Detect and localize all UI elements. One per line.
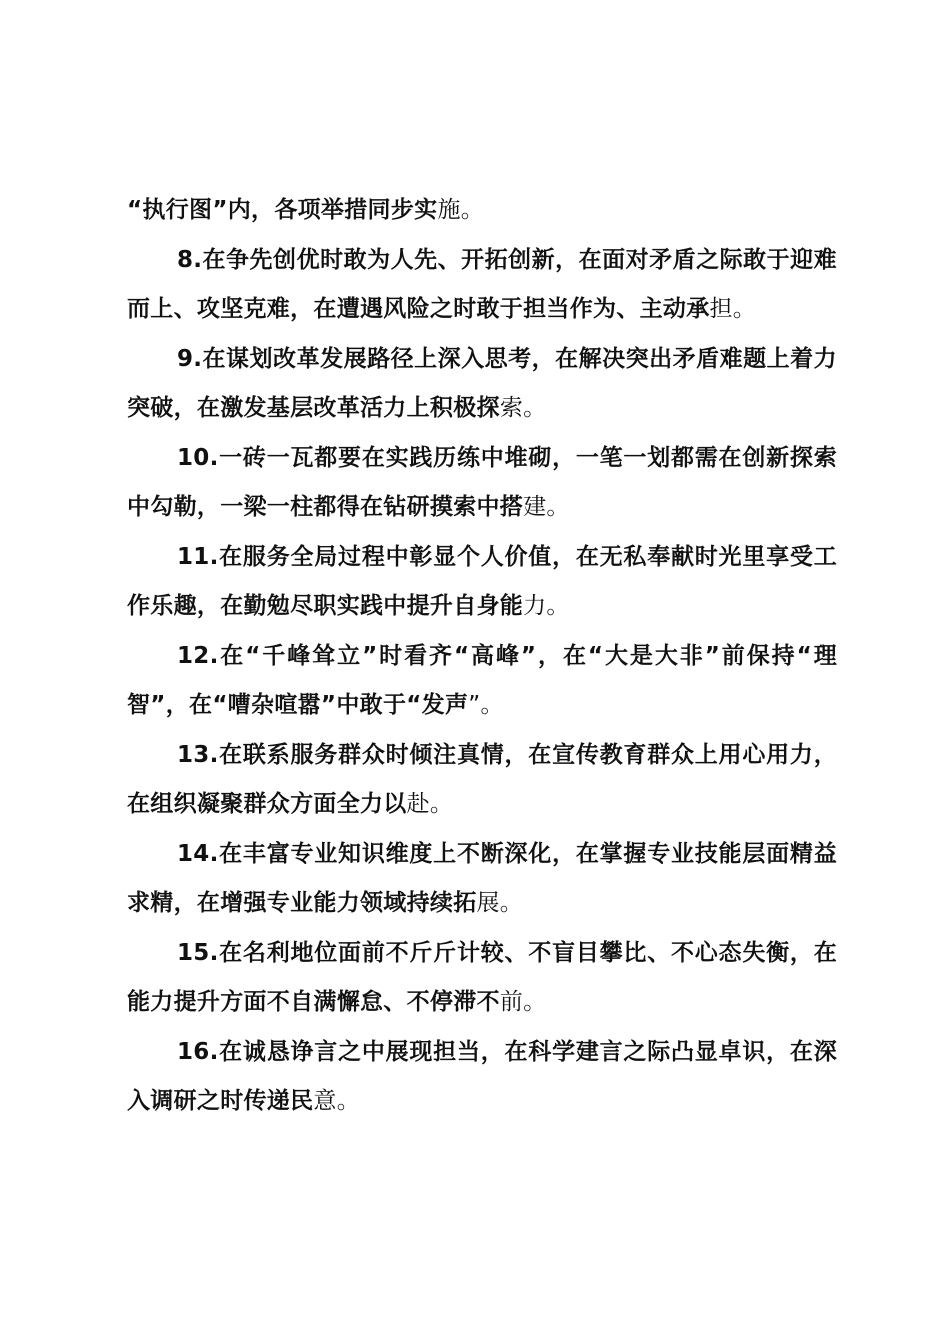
paragraph-tail: 施。 xyxy=(437,197,485,223)
paragraph-text: 12.在“千峰耸立”时看齐“高峰”，在“大是大非”前保持“理智”，在“嘈杂喧嚣”中敢于“发声 xyxy=(127,642,837,718)
paragraph-text: 8.在争先创优时敢为人先、开拓创新，在面对矛盾之际敢于迎难而上、攻坚克难，在遭遇风险之时敢于担当作为、主动承 xyxy=(127,246,837,322)
paragraph-item-13 xyxy=(127,731,837,830)
paragraph-text: 9.在谋划改革发展路径上深入思考，在解决突出矛盾难题上着力突破，在激发基层改革活力上积极探 xyxy=(127,345,837,421)
paragraph-tail: 建。 xyxy=(523,494,570,520)
paragraph-tail: 赴。 xyxy=(406,791,454,817)
paragraph-text: 11.在服务全局过程中彰显个人价值，在无私奉献时光里享受工作乐趣，在勤勉尽职实践中提升自身能 xyxy=(127,543,837,619)
paragraph-tail: 索。 xyxy=(499,395,547,421)
paragraph-tail: ”。 xyxy=(468,692,504,718)
paragraph-item-12 xyxy=(127,632,837,731)
paragraph-tail: 力。 xyxy=(523,593,570,619)
paragraph-text: 15.在名利地位面前不斤斤计较、不盲目攀比、不心态失衡，在能力提升方面不自满懈怠、不停滞不 xyxy=(127,939,837,1015)
paragraph-item-11 xyxy=(127,533,837,632)
document-body xyxy=(127,186,837,1127)
paragraph-item-14 xyxy=(127,830,837,929)
paragraph-text: “执行图”内，各项举措同步实 xyxy=(127,197,438,223)
paragraph-tail: 意。 xyxy=(313,1088,361,1114)
paragraph-tail: 前。 xyxy=(499,989,547,1015)
paragraph-text: 14.在丰富专业知识维度上不断深化，在掌握专业技能层面精益求精，在增强专业能力领域持续拓 xyxy=(127,840,837,916)
paragraph-tail: 担。 xyxy=(709,296,757,322)
paragraph-item-16 xyxy=(127,1028,837,1127)
paragraph-text: 13.在联系服务群众时倾注真情，在宣传教育群众上用心用力，在组织凝聚群众方面全力以 xyxy=(127,741,837,817)
paragraph-item-15 xyxy=(127,929,837,1028)
paragraph-item-9 xyxy=(127,335,837,434)
paragraph-text: 10.一砖一瓦都要在实践历练中堆砌，一笔一划都需在创新探索中勾勒，一梁一柱都得在钻研摸索中搭 xyxy=(127,444,837,520)
paragraph-item-8 xyxy=(127,236,837,335)
paragraph-item-10 xyxy=(127,434,837,533)
paragraph-tail: 展。 xyxy=(476,890,524,916)
paragraph-text: 16.在诚恳诤言之中展现担当，在科学建言之际凸显卓识，在深入调研之时传递民 xyxy=(127,1038,837,1114)
paragraph-continuation xyxy=(127,186,837,236)
